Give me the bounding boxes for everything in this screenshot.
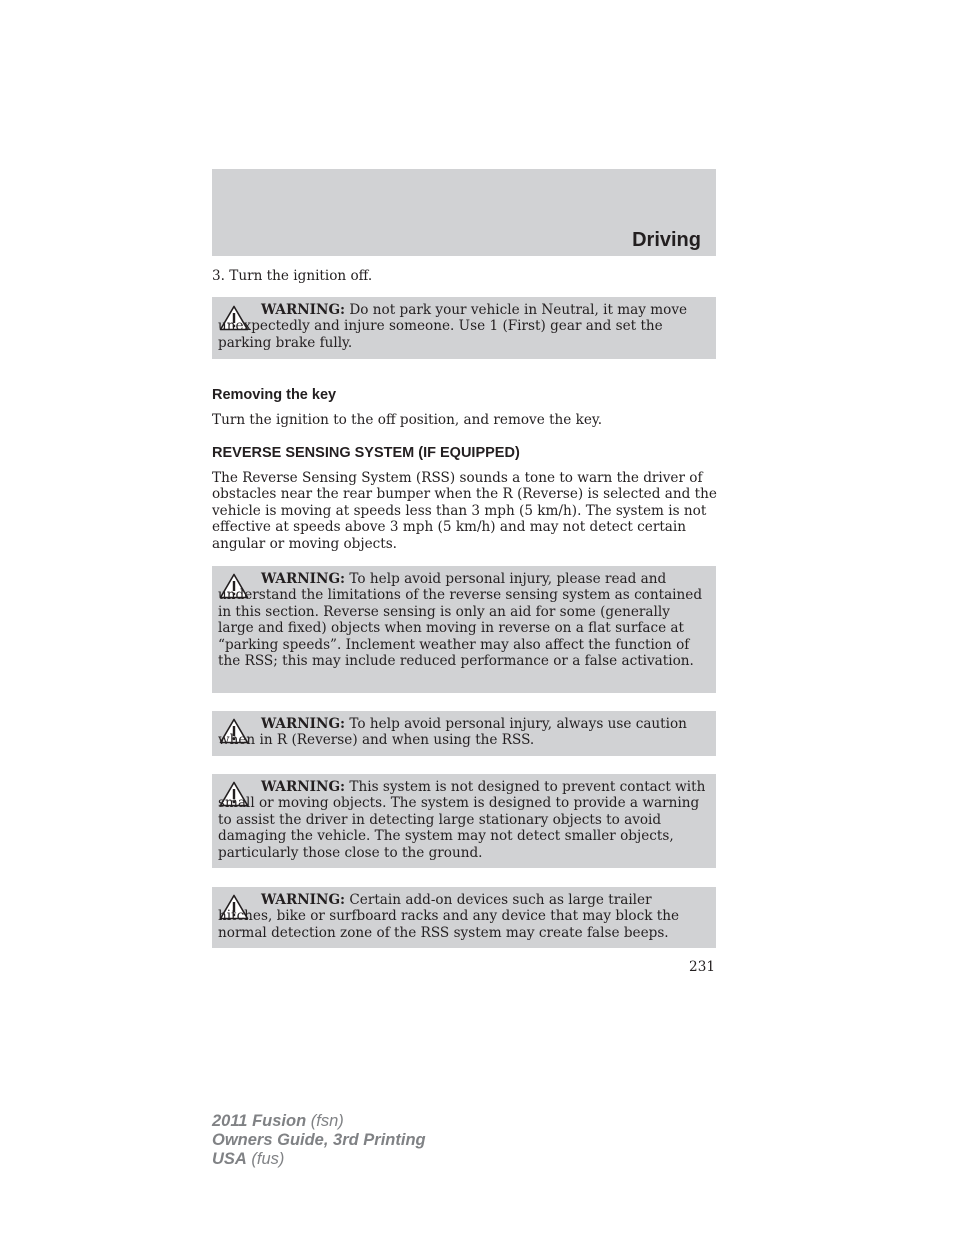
warning-body: Do not park your vehicle in Neutral, it may move unexpectedly and injure someone. Use 1 (First) gear and set the parking brake fully. [218, 302, 688, 351]
warning-body: To help avoid personal injury, always use caution when in R (Reverse) and when using the RSS. [218, 716, 687, 749]
warning-text [218, 302, 708, 351]
page-number: 231 [689, 959, 715, 975]
step-3-text: 3. Turn the ignition off. [212, 268, 373, 284]
warning-text [218, 779, 708, 861]
warning-text [218, 571, 708, 669]
warning-box-rss-limitations [212, 566, 716, 693]
warning-body: To help avoid personal injury, please read and understand the limitations of the reverse sensing system as contained in this section. Reverse sensing is only an aid for some (generally large and fixed) objects when moving in reverse on a flat surface at “parking speeds”. Inclement weather may also affect the function of the RSS; this may include reduced performance or a false activation. [218, 571, 703, 670]
footer-edition: Owners Guide, 3rd Printing [212, 1131, 426, 1149]
section-title: Driving [632, 229, 701, 251]
rss-description: The Reverse Sensing System (RSS) sounds a tone to warn the driver of obstacles near the rear bumper when the R (Reverse) is selected and the vehicle is moving at speeds less than 3 mph (5 km/h). The system is not effective at speeds above 3 mph (5 km/h) and may not detect certain angular or moving objects. [212, 470, 717, 552]
warning-text [218, 716, 708, 749]
warning-body: Certain add-on devices such as large trailer hitches, bike or surfboard racks and any device that may block the normal detection zone of the RSS system may create false beeps. [218, 892, 680, 941]
footer-line-2 [212, 1131, 426, 1150]
footer-line-1 [212, 1112, 426, 1131]
warning-text [218, 892, 708, 941]
footer-market-code: (fus) [246, 1150, 285, 1168]
warning-box-add-on-devices [212, 887, 716, 948]
footer-model-code: (fsn) [306, 1112, 344, 1130]
warning-label: WARNING: [261, 302, 346, 318]
warning-label: WARNING: [261, 779, 346, 795]
footer-model: 2011 Fusion [212, 1112, 307, 1130]
removing-key-text: Turn the ignition to the off position, and remove the key. [212, 412, 603, 428]
heading-reverse-sensing: REVERSE SENSING SYSTEM (IF EQUIPPED) [212, 445, 520, 461]
section-header [212, 169, 716, 256]
warning-label: WARNING: [261, 716, 346, 732]
footer-line-3 [212, 1150, 426, 1169]
warning-label: WARNING: [261, 571, 346, 587]
warning-box-not-designed [212, 774, 716, 868]
document-footer [212, 1112, 426, 1169]
subheading-removing-key: Removing the key [212, 387, 337, 403]
warning-label: WARNING: [261, 892, 346, 908]
footer-market: USA [212, 1150, 247, 1168]
warning-box-caution [212, 711, 716, 756]
warning-box-neutral [212, 297, 716, 359]
warning-body: This system is not designed to prevent contact with small or moving objects. The system is designed to provide a warning to assist the driver in detecting large stationary objects to avoid damaging the vehicle. The system may not detect smaller objects, particularly those close to the ground. [218, 779, 706, 861]
